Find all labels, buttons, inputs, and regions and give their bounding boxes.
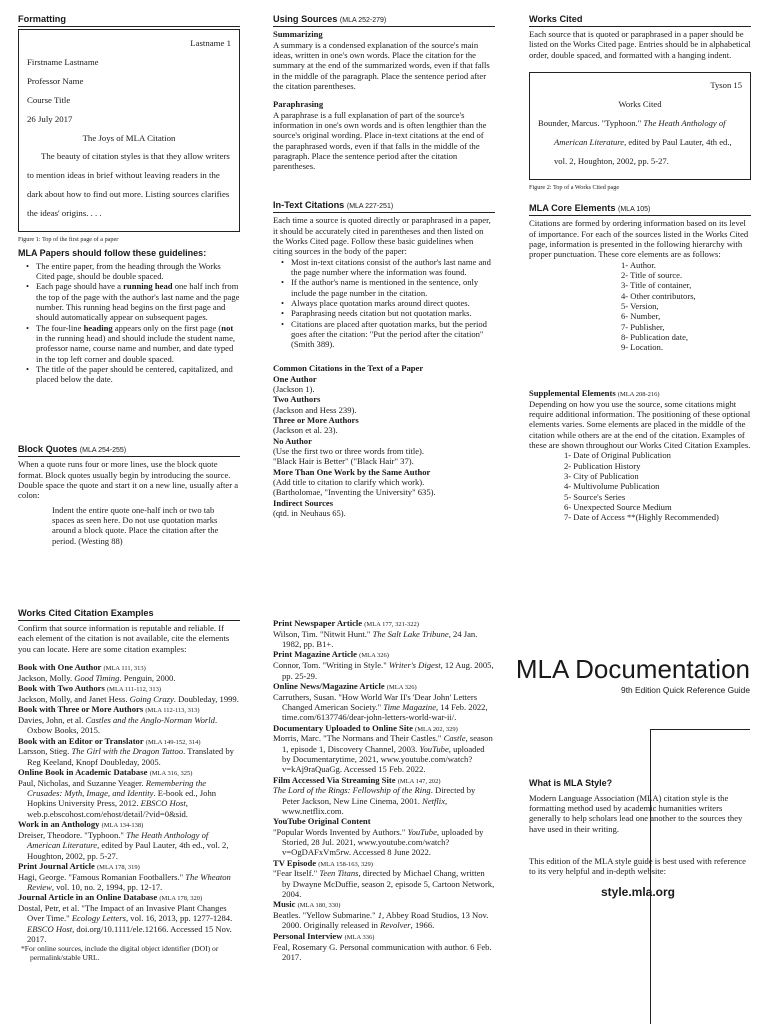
examples-header: Works Cited Citation Examples (18, 608, 240, 621)
core-intro: Citations are formed by ordering information based on its level of importance. For each of the sources listed in the Works Cited page, information is presented in the following hierarchy with proper punctuation. These core elements are as follows: (529, 218, 749, 260)
list-item: 1- Author. (621, 259, 656, 270)
example-label: Personal Interview (MLA 336) (273, 930, 375, 941)
list-item: • Most in-text citations consist of the author's last name and the page number where the information was found. (281, 257, 495, 278)
in-text-ref: (MLA 227-251) (346, 203, 394, 210)
example-entry: Hagi, George. "Famous Romanian Footballers." The Wheaton Review, vol. 10, no. 2, 1994, pp. 12-17. (18, 871, 231, 892)
list-item: • Paraphrasing needs citation but not quotation marks. (281, 308, 495, 318)
example-label: Online Book in Academic Database (MLA 316, 325) (18, 767, 193, 778)
common-line: (Jackson 1). (273, 384, 315, 395)
block-quotes-section (18, 444, 240, 546)
list-item: • If the author's name is mentioned in the sentence, only include the page number in the citation. (281, 277, 495, 298)
example-label: Online News/Magazine Article (MLA 326) (273, 680, 417, 691)
common-label: No Author (273, 435, 312, 446)
cover-title: MLA Documentation (515, 654, 750, 684)
figure-2-caption: Figure 2: Top of a Works Cited page (529, 183, 620, 191)
list-item: 5- Version, (621, 300, 659, 311)
example-entry: Jackson, Molly, and Janet Hess. Going Crazy. Doubleday, 1999. (18, 693, 239, 704)
summarizing-text: A summary is a condensed explanation of the source's main ideas, written in one's own words. Place the citation for the summary at the end of the summarized words, even if that falls in the middle of the paragraph. Place the sentence period after the citation parentheses. (273, 39, 490, 91)
list-item: 9- Location. (621, 342, 663, 353)
running-head: Lastname 1 (190, 38, 231, 49)
list-item: • The four-line heading appears only on the first page (not in the running head) and should include the student name, professor name, course name and number, and date typed in the top left corner and double spaced. (26, 323, 240, 364)
mla-papers-header: MLA Papers should follow these guidelines: (18, 248, 207, 258)
list-item: • The entire paper, from the heading through the Works Cited page, should be double spaced. (26, 261, 240, 282)
mla-papers-list (18, 261, 240, 385)
list-item: 6- Unexpected Source Medium (564, 501, 672, 512)
paraphrasing-text: A paraphrase is a full explanation of part of the source's information in one's own words and is often lengthier than the source's original wording. Place in-text citations at the end of the paraphrased words, even if that falls in the middle of the paragraph. Place the sentence period after the citation parentheses. (273, 109, 487, 172)
cover-subtitle: 9th Edition Quick Reference Guide (621, 685, 750, 696)
example-label: Journal Article in an Online Database (MLA 178, 320) (18, 892, 203, 903)
mla-papers-section (18, 248, 240, 385)
in-text-section (273, 200, 495, 518)
examples-footnote: *For online sources, include the digital object identifier (DOI) or permalink/stable URL. (21, 944, 219, 963)
common-line: (Use the first two or three words from title). (273, 445, 425, 456)
supplemental-intro: Depending on how you use the source, some citations might require additional information. The positioning of these optional elements varies. Some elements are placed in the middle of the citation while others are at the end of the citation. Examples of these are shown throughout our Works Cited Citation Examples. (529, 398, 751, 451)
example-entry: The Lord of the Rings: Fellowship of the Ring. Directed by Peter Jackson, New Line Cinema, 2001. Netflix, www.netflix.com. (273, 785, 476, 817)
list-item: 5- Source's Series (564, 491, 626, 502)
examples-intro: Confirm that source information is reputable and reliable. If each element of the citation is not available, cite the elements you can locate. Here are some citation examples: (18, 623, 230, 654)
example-entry: Carruthers, Susan. "How World War II's 'Dear John' Letters Changed American Society." Time Magazine, 14 Feb. 2022, time.com/6137746/dear-john-letters-world-war-ii/. (273, 691, 488, 723)
example-entry: Wilson, Tim. "Nitwit Hunt." The Salt Lake Tribune, 24 Jan. 1982, pp. B1+. (273, 628, 478, 650)
example-label: TV Episode (MLA 158-163, 329) (273, 857, 373, 868)
using-sources-title: Using Sources (273, 14, 338, 24)
example-label: Music (MLA 180, 330) (273, 899, 341, 910)
common-label: Two Authors (273, 394, 321, 405)
heading-line: Firstname Lastname (27, 56, 99, 67)
block-quote-example: Indent the entire quote one-half inch or two tab spaces as seen here. Do not use quotation marks around a block quote. Place the citation after the period. (Westing 88) (52, 504, 219, 546)
mla-website-link[interactable]: style.mla.org (600, 884, 676, 899)
supplemental-ref: (MLA 208-216) (617, 391, 660, 398)
example-label: Book with Three or More Authors (MLA 112-113, 313) (18, 704, 200, 715)
sample-paper-box (18, 29, 240, 232)
supplemental-title: Supplemental Elements (529, 388, 616, 398)
list-item: 3- Title of container, (621, 280, 692, 291)
example-entry: Larsson, Stieg. The Girl with the Dragon Tattoo. Translated by Reg Keeland, Knopf Doubleday, 2005. (18, 746, 234, 767)
common-label: Indirect Sources (273, 497, 334, 508)
list-item: 4- Other contributors, (621, 290, 696, 301)
core-elements-header (529, 203, 751, 216)
cover-rule-top (650, 729, 750, 730)
list-item: 7- Publisher, (621, 321, 665, 332)
paper-body: The beauty of citation styles is that they allow writers to mention ideas in brief without leaving readers in the dark about how to find out more. Listing sources clarifies the ideas' origins. . . . (27, 151, 230, 219)
in-text-title: In-Text Citations (273, 200, 345, 210)
works-cited-header: Works Cited (529, 14, 751, 27)
example-entry: Feal, Rosemary G. Personal communication with author. 6 Feb. 2017. (273, 941, 492, 962)
example-label: Print Journal Article (MLA 178, 319) (18, 860, 140, 871)
formatting-section (18, 14, 240, 244)
example-entry: Paul, Nicholas, and Suzanne Yeager. Remembering the Crusades: Myth, Image, and Identity. E-book ed., John Hopkins University Press, 2012. EBSCO Host, web.p.ebscohost.com/ehost/detail/?vid=0&sid. (18, 777, 217, 819)
in-text-header (273, 200, 495, 213)
wc-entry-container: The Heath Anthology of American Literature (554, 117, 726, 147)
supplemental-header (529, 388, 751, 399)
block-quotes-header (18, 444, 240, 457)
common-line: "Black Hair is Better" ("Black Hair" 37). (273, 456, 414, 467)
list-item: 7- Date of Access **(Highly Recommended) (564, 512, 719, 523)
example-label: Film Accessed Via Streaming Site (MLA 147, 202) (273, 774, 441, 785)
using-sources-ref: (MLA 252-279) (339, 17, 387, 24)
block-quotes-ref: (MLA 254-255) (79, 447, 127, 454)
example-label: Documentary Uploaded to Online Site (MLA 202, 329) (273, 722, 458, 733)
list-item: • The title of the paper should be centered, capitalized, and placed below the date. (26, 364, 240, 385)
common-line: (Bartholomae, "Inventing the University" 635). (273, 487, 436, 498)
list-item: 2- Title of source. (621, 269, 683, 280)
common-line: (Jackson et al. 23). (273, 425, 338, 436)
supplemental-section (529, 388, 751, 523)
example-label: Book with One Author (MLA 111, 313) (18, 661, 146, 672)
examples-section (18, 608, 240, 963)
example-entry: Jackson, Molly. Good Timing. Penguin, 2000. (18, 672, 176, 683)
wc-title: Works Cited (618, 98, 662, 109)
block-quotes-title: Block Quotes (18, 444, 78, 454)
what-is-mla-section (529, 778, 747, 899)
common-label: Three or More Authors (273, 415, 359, 426)
common-line: (Jackson and Hess 239). (273, 404, 357, 415)
paper-title: The Joys of MLA Citation (82, 132, 176, 143)
example-entry: Dostal, Petr, et al. "The Impact of an Invasive Plant Changes Over Time." Ecology Letters, vol. 16, 2013, pp. 1277-1284. EBSCO Host, doi.org/10.1111/ele.12166. Accessed 15 Nov. 2017. (18, 903, 233, 944)
example-entry: "Fear Itself." Teen Titans, directed by Michael Chang, written by Dwayne McDuffie, season 2, episode 5, Cartoon Network, 2004. (273, 868, 495, 900)
common-line: (Add title to citation to clarify which work). (273, 476, 425, 487)
example-label: Print Magazine Article (MLA 326) (273, 649, 389, 660)
list-item: 4- Multivolume Publication (564, 481, 660, 492)
list-item: 1- Date of Original Publication (564, 450, 671, 461)
block-quotes-intro: When a quote runs four or more lines, use the block quote format. Block quotes usually begin by introducing the source. Double space the quote and start it on a new line, usually after a colon: (18, 459, 239, 501)
works-cited-section (529, 14, 751, 191)
example-label: Book with Two Authors (MLA 111-112, 313) (18, 683, 161, 694)
core-list (529, 260, 751, 353)
what-is-header: What is MLA Style? (529, 778, 613, 788)
core-title: MLA Core Elements (529, 203, 616, 213)
list-item: • Always place quotation marks around direct quotes. (281, 298, 495, 308)
list-item: 3- City of Publication (564, 470, 639, 481)
formatting-header: Formatting (18, 14, 240, 27)
example-label: YouTube Original Content (273, 816, 371, 827)
heading-line: Professor Name (27, 75, 84, 86)
example-entry: "Popular Words Invented by Authors." YouTube, uploaded by Storied, 28 Jul. 2021, www.youtube.com/watch?v=OgDAFxVm5rw. Accessed 8 June 2022. (273, 826, 484, 858)
example-entry: Dreiser, Theodore. "Typhoon." The Heath Anthology of American Literature, edited by Paul Lauter, 4th ed., vol. 2, Houghton, 2002, pp. 5-27. (18, 829, 229, 861)
list-item: 2- Publication History (564, 460, 641, 471)
cover-title-block (510, 654, 750, 695)
core-elements-section (529, 203, 751, 352)
list-item: • Citations are placed after quotation marks, but the period goes after the citation: "Put the period after the citation" (Smith 389). (281, 319, 495, 350)
works-cited-sample-box (529, 72, 751, 180)
example-entry: Davies, John, et al. Castles and the Anglo-Norman World. Oxbow Books, 2015. (18, 714, 218, 736)
common-label: More Than One Work by the Same Author (273, 466, 431, 477)
using-sources-section (273, 14, 495, 179)
summarizing-title: Summarizing (273, 29, 323, 40)
figure-1-caption: Figure 1: Top of the first page of a paper (18, 236, 119, 244)
heading-line: 26 July 2017 (27, 113, 73, 124)
in-text-intro: Each time a source is quoted directly or paraphrased in a paper, it should be accurately cited in parentheses and then listed on the Works Cited page. Follow these basic guidelines when citing sources in the body of the paper: (273, 215, 491, 257)
what-is-text: Modern Language Association (MLA) citation style is the formatting method used by academic humanities writers generally to help scholars lead one another to the sources they have used in their writing. (529, 792, 743, 834)
wc-entry-rest: , edited by Paul Lauter, 4th ed., vol. 2, Houghton, 2002, pp. 5-27. (554, 136, 732, 166)
example-entry: Connor, Tom. "Writing in Style." Writer's Digest, 12 Aug. 2005, pp. 25-29. (273, 660, 494, 681)
example-label: Book with an Editor or Translator (MLA 149-152, 314) (18, 735, 201, 746)
example-entry: Beatles. "Yellow Submarine." 1, Abbey Road Studios, 13 Nov. 2000. Originally released in Revolver, 1966. (273, 910, 489, 931)
using-sources-header (273, 14, 495, 27)
edition-text: This edition of the MLA style guide is best used with reference to its very helpful and in-depth website: (529, 856, 746, 877)
supplemental-list (529, 450, 751, 522)
common-line: (qtd. in Neuhaus 65). (273, 507, 346, 518)
list-item: 8- Publication date, (621, 331, 689, 342)
common-citations-title: Common Citations in the Text of a Paper (273, 363, 424, 374)
list-item: 6- Number, (621, 311, 661, 322)
example-label: Print Newspaper Article (MLA 177, 321-322) (273, 618, 419, 628)
list-item: • Each page should have a running head one half inch from the top of the page with the author's last name and the page number. This running head begins on the first page and should automatically appear on subsequent pages. (26, 281, 240, 322)
in-text-list (273, 257, 495, 350)
wc-entry-author: Bounder, Marcus. "Typhoon." (538, 117, 644, 128)
works-cited-intro: Each source that is quoted or paraphrased in a paper should be listed on the Works Cited page. Entries should be in alphabetical order, double spaced, and formatted with a hanging indent. (529, 29, 751, 60)
paraphrasing-title: Paraphrasing (273, 99, 324, 110)
common-label: One Author (273, 373, 317, 384)
heading-line: Course Title (27, 94, 71, 105)
core-ref: (MLA 105) (618, 206, 651, 213)
examples2-section (273, 618, 495, 962)
wc-running-head: Tyson 15 (710, 79, 742, 90)
example-label: Work in an Anthology (MLA 134-138) (18, 819, 144, 830)
wc-entry (538, 114, 742, 171)
example-entry: Morris, Marc. "The Normans and Their Castles." Castle, season 1, episode 1, Discovery Channel, 2003. YouTube, uploaded by Documentarytime, 2021, www.youtube.com/watch?v=kAj9raQuaGg. Accessed 15 Feb. 2022. (273, 733, 493, 775)
